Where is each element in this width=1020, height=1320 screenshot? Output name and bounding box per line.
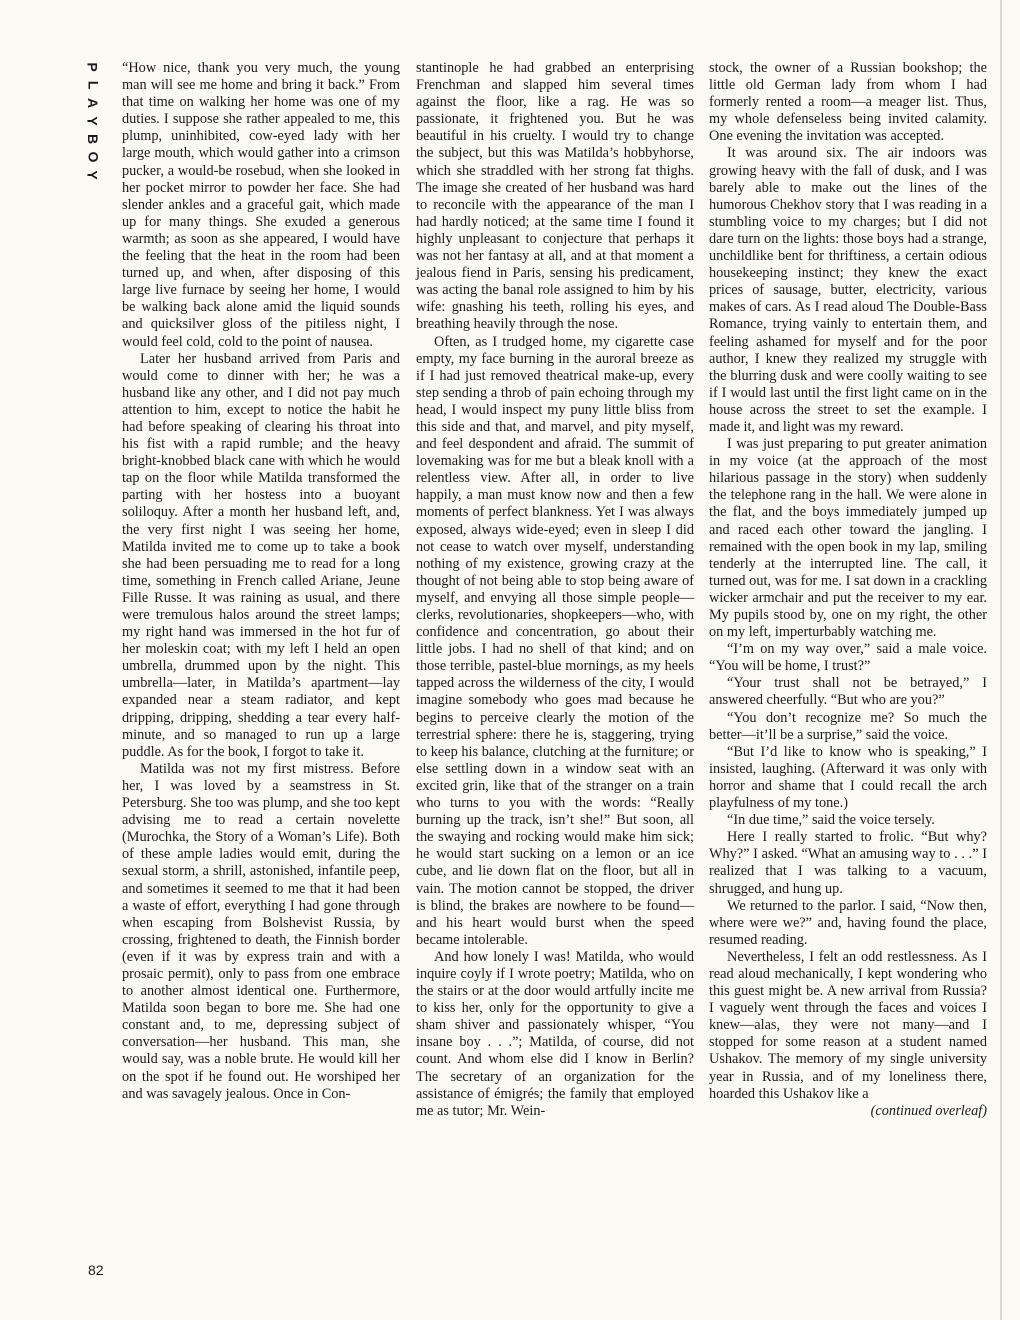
paragraph: It was around six. The air indoors was growing heavy with the fall of dusk, and I was barely able to make out the lines of the humorous Chekhov story that I was reading in a stumbling voice to my charges; but I did not dare turn on the lights: those boys had a strange, unchildlike bent for thriftiness, a certain odious housekeeping instinct; they knew the exact prices of sausage, butter, electricity, various makes of cars. As I read aloud The Double-Bass Romance, trying vainly to entertain them, and feeling ashamed for myself and for the poor author, I knew they realized my struggle with the blurring dusk and were coolly waiting to see if I would last until the first light came on in the house across the street to set the example. I made it, and light was my reward.	[709, 145, 987, 435]
paragraph: “I’m on my way over,” said a male voice. “You will be home, I trust?”	[709, 641, 987, 675]
paragraph: stock, the owner of a Russian bookshop; the little old German lady from whom I had formerly rented a room—a meager list. Thus, my whole defenseless being invited calamity. One evening the invitation was accepted.	[709, 60, 987, 145]
paragraph: I was just preparing to put greater animation in my voice (at the approach of the most hilarious passage in the story) when suddenly the telephone rang in the hall. We were alone in the flat, and the boys immediately jumped up and raced each other toward the jangling. I remained with the open book in my lap, smiling tenderly at the interrupted line. The call, it turned out, was for me. I sat down in a crackling wicker armchair and put the receiver to my ear. My pupils stood by, one on my right, the other on my left, imperturbably watching me.	[709, 436, 987, 641]
playboy-masthead	[78, 58, 108, 184]
paragraph: Here I really started to frolic. “But why? Why?” I asked. “What an amusing way to . . .” I realized that I was talking to a vacuum, shrugged, and hung up.	[709, 829, 987, 897]
paragraph: stantinople he had grabbed an enterprising Frenchman and slapped him several times against the floor, like a rag. He was so passionate, it frightened you. But he was beautiful in his cruelty. I would try to change the subject, but this was Matilda’s hobbyhorse, which she straddled with her strong fat thighs. The image she created of her husband was hard to reconcile with the appearance of the man I had hardly noticed; at the same time I found it highly unpleasant to conjecture that perhaps it was not her fantasy at all, and at that moment a jealous fiend in Paris, sensing his predicament, was acting the banal role assigned to him by his wife: gnashing his teeth, rolling his eyes, and breathing heavily through the nose.	[416, 60, 694, 333]
masthead-letter: P	[85, 62, 101, 72]
paragraph: Nevertheless, I felt an odd restlessness. As I read aloud mechanically, I kept wondering who this guest might be. A new arrival from Russia? I vaguely went through the faces and voices I knew—alas, they were not many—and I stopped for some reason at a student named Ushakov. The memory of my single university year in Russia, and of my loneliness there, hoarded this Ushakov like a	[709, 948, 987, 1102]
paragraph: We returned to the parlor. I said, “Now then, where were we?” and, having found the place, resumed reading.	[709, 897, 987, 948]
page-number: 82	[88, 1262, 104, 1278]
masthead-letter: Y	[85, 170, 101, 180]
paragraph: “But I’d like to know who is speaking,” I insisted, laughing. (Afterward it was only with horror and shame that I could recall the arch playfulness of my tone.)	[709, 743, 987, 812]
paragraph: “Your trust shall not be betrayed,” I answered cheerfully. “But who are you?”	[709, 675, 987, 709]
paragraph: And how lonely I was! Matilda, who would inquire coyly if I wrote poetry; Matilda, who on the stairs or at the door would artfully incite me to kiss her, only for the opportunity to give a sham shiver and passionately whisper, “You insane boy . . .”; Matilda, of course, did not count. And whom else did I know in Berlin? The secretary of an organization for the assistance of émigrés; the family that employed me as tutor; Mr. Wein-	[416, 948, 694, 1119]
masthead-letter: O	[84, 151, 101, 163]
paragraph: “You don’t recognize me? So much the better—it’ll be a surprise,” said the voice.	[709, 709, 987, 743]
paragraph: Often, as I trudged home, my cigarette case empty, my face burning in the auroral breeze as if I had just removed theatrical make-up, every step sending a throb of pain echoing through my head, I would inspect my puny little bliss from this side and that, and marvel, and pity myself, and feel despondent and afraid. The summit of lovemaking was for me but a bleak knoll with a relentless view. After all, in order to live happily, a man must know now and then a few moments of perfect blankness. Yet I was always exposed, always wide-eyed; even in sleep I did not cease to watch over myself, understanding nothing of my existence, growing crazy at the thought of not being able to stop being aware of myself, and envying all those simple people—clerks, revolutionaries, shopkeepers—who, with confidence and concentration, go about their little jobs. I had no shell of that kind; and on those terrible, pastel-blue mornings, as my heels tapped across the wilderness of the city, I would imagine somebody who goes mad because he begins to perceive clearly the motion of the terrestrial sphere: there he is, staggering, trying to keep his balance, clutching at the furniture; or else settling down in a window seat with an excited grin, like that of the stranger on a train who turns to you with the words: “Really burning up the track, isn’t she!” But soon, all the swaying and rocking would make him sick; he would start sucking on a lemon or an ice cube, and lie down flat on the floor, but all in vain. The motion cannot be stopped, the driver is blind, the brakes are nowhere to be found—and his heart would burst when the speed became intolerable.	[416, 333, 694, 948]
page-edge	[1000, 0, 1002, 1320]
paragraph: “How nice, thank you very much, the young man will see me home and bring it back.” From that time on walking her home was one of my duties. I suppose she rather appealed to me, this plump, uninhibited, cow-eyed lady with her large mouth, which would gather into a crimson pucker, a would-be rosebud, when she looked in her pocket mirror to powder her face. She had slender ankles and a graceful gait, which made up for many things. She exuded a generous warmth; as soon as she appeared, I would have the feeling that the heat in the room had been turned up, and when, after disposing of this large live furnace by seeing her home, I would be walking back alone amid the liquid sounds and quicksilver gloss of the pitiless night, I would feel cold, cold to the point of nausea.	[122, 60, 400, 350]
paragraph: Matilda was not my first mistress. Before her, I was loved by a seamstress in St. Petersburg. She too was plump, and she too kept advising me to read a certain novelette (Murochka, the Story of a Woman’s Life). Both of these ample ladies would emit, during the sexual storm, a shrill, astonished, infantile peep, and sometimes it seemed to me that it had been a waste of effort, everything I had gone through when escaping from Bolshevist Russia, by crossing, frightened to death, the Finnish border (even if it was by express train and with a prosaic permit), only to pass from one embrace to another almost identical one. Furthermore, Matilda soon began to bore me. She had one constant and, to me, depressing subject of conversation—her husband. This man, she would say, was a noble brute. He would kill her on the spot if he found out. He worshiped her and was savagely jealous. Once in Con-	[122, 760, 400, 1102]
masthead-letter: L	[85, 80, 101, 90]
masthead-letter: A	[85, 97, 101, 109]
text-column-2	[416, 60, 694, 1120]
masthead-letter: B	[85, 133, 101, 145]
masthead-letter: Y	[85, 116, 101, 126]
paragraph: “In due time,” said the voice tersely.	[727, 812, 935, 829]
continued-overleaf: (continued overleaf)	[870, 1102, 987, 1119]
text-column-3	[709, 60, 987, 1120]
paragraph: Later her husband arrived from Paris and would come to dinner with her; he was a husband like any other, and I did not pay much attention to him, except to notice the habit he had before speaking of clearing his throat into his fist with a rapid rumble; and the heavy bright-knobbed black cane with which he would tap on the floor while Matilda transformed the parting with her hostess into a buoyant soliloquy. After a month her husband left, and, the very first night I was seeing her home, Matilda invited me to come up to take a book she had been persuading me to read for a long time, something in French called Ariane, Jeune Fille Russe. It was raining as usual, and there were tremulous halos around the street lamps; my right hand was immersed in the hot fur of her moleskin coat; with my left I held an open umbrella, drummed upon by the night. This umbrella—later, in Matilda’s apartment—lay expanded near a steam radiator, and kept dripping, dripping, shedding a tear every half-minute, and so managed to run up a large puddle. As for the book, I forgot to take it.	[122, 350, 400, 760]
text-column-1	[122, 60, 400, 1103]
